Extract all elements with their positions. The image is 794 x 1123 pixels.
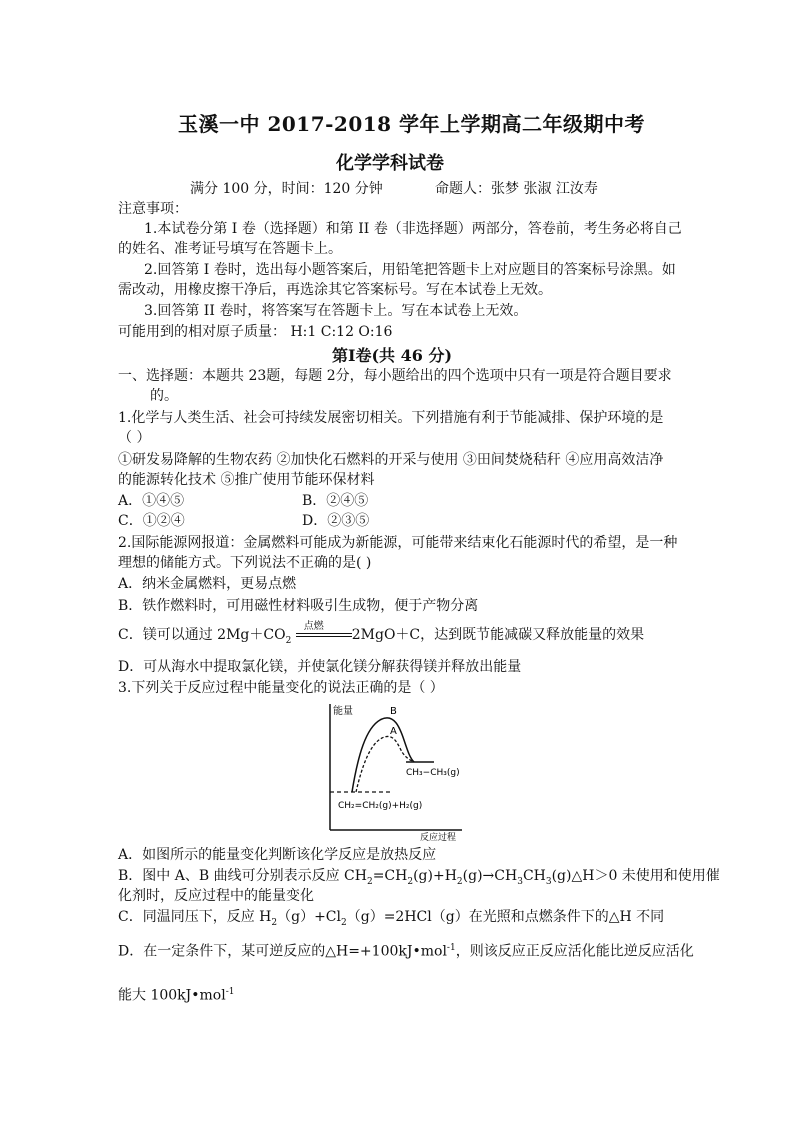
curve-b-label: B: [390, 706, 397, 717]
notice-item-1: 1.本试卷分第 I 卷（选择题）和第 II 卷（非选择题）两部分，答卷前，考生务必将自己: [144, 221, 682, 237]
section-intro: 一、选择题：本题共 23题，每题 2分，每小题给出的四个选项中只有一项是符合题目要求: [118, 368, 672, 384]
q1-option-c: C．①②④: [118, 513, 185, 529]
exam-subtitle: 化学学科试卷: [336, 153, 444, 174]
q3-option-d-cont: 能大 100kJ•mol$^{-1}$: [118, 987, 235, 1004]
q1-stem: 1.化学与人类生活、社会可持续发展密切相关。下列措施有利于节能减排、保护环境的是: [118, 410, 664, 426]
exam-meta-authors: 命题人：张梦 张淑 江汝寿: [435, 181, 598, 197]
q3-option-c: C．同温同压下，反应 $H_2(g)+Cl_2(g)=2HCl(g)$在光照和点燃条件下的△H 不同: [118, 909, 665, 928]
q2-option-d: D．可从海水中提取氯化镁，并使氯化镁分解获得镁并释放出能量: [118, 659, 522, 675]
q3-option-b: B．图中 A、B 曲线可分别表示反应 $CH_2=CH_2(g)+H_2(g)\to CH_3CH_3(g)\triangle H>0$ 未使用和使用催: [118, 868, 720, 887]
exam-title: 玉溪一中 2017-2018 学年上学期高二年级期中考: [178, 112, 646, 136]
x-axis-label: 反应过程: [420, 833, 457, 842]
q3-stem: 3.下列关于反应过程中能量变化的说法正确的是（ ）: [118, 680, 444, 696]
q2-option-c: [118, 621, 645, 651]
q3-option-a: A．如图所示的能量变化判断该化学反应是放热反应: [118, 847, 437, 863]
q1-stem-cont: （ ）: [118, 430, 151, 446]
notice-item-1-cont: 的姓名、准考证号填写在答题卡上。: [118, 241, 342, 257]
reactant-label: CH₂=CH₂(g)+H₂(g): [338, 801, 423, 811]
q2-option-b: B．铁作燃料时，可用磁性材料吸引生成物，便于产物分离: [118, 598, 479, 614]
q1-option-a: A．①④⑤: [118, 493, 185, 509]
q2-stem: 2.国际能源网报道：金属燃料可能成为新能源，可能带来结束化石能源时代的希望，是一种: [118, 535, 678, 551]
curve-b: [352, 718, 414, 792]
q1-option-d: D．②③⑤: [302, 513, 370, 529]
q2-option-c-text: C．镁可以通过 2Mg＋CO: [118, 627, 286, 643]
section-intro-cont: 的。: [150, 388, 178, 404]
q2-option-a: A．纳米金属燃料，更易点燃: [118, 576, 297, 592]
q3-option-b-cont: 化剂时，反应过程中的能量变化: [118, 888, 314, 904]
exam-meta-score-time: 满分 100 分，时间：120 分钟: [190, 181, 383, 197]
q2-option-c-rest: 2MgO＋C，达到既节能减碳又释放能量的效果: [351, 627, 645, 643]
q1-items-cont: 的能源转化技术 ⑤推广使用节能环保材料: [118, 472, 375, 488]
reaction-arrow: [296, 621, 352, 643]
notice-heading: 注意事项：: [118, 201, 188, 217]
y-axis-label: 能量: [333, 706, 353, 717]
q2-option-c-sub: 2: [285, 635, 292, 646]
product-label: CH₃−CH₃(g): [406, 768, 460, 778]
energy-diagram: [322, 700, 472, 842]
notice-item-2: 2.回答第 I 卷时，选出每小题答案后，用铅笔把答题卡上对应题目的答案标号涂黑。如: [144, 262, 676, 278]
q1-option-b: B．②④⑤: [302, 493, 369, 509]
section-title: 第Ⅰ卷(共 46 分): [332, 346, 453, 365]
reaction-condition: 点燃: [303, 621, 324, 632]
notice-item-2-cont: 需改动，用橡皮擦干净后，再选涂其它答案标号。写在本试卷上无效。: [118, 282, 552, 298]
q1-items: ①研发易降解的生物农药 ②加快化石燃料的开采与使用 ③田间焚烧秸秆 ④应用高效洁净: [118, 452, 664, 468]
notice-item-3: 3.回答第 II 卷时，将答案写在答题卡上。写在本试卷上无效。: [144, 303, 528, 319]
q3-option-d: D．在一定条件下，某可逆反应的△H=+100kJ•mol$^{-1}$，则该反应正反应活化能比逆反应活化: [118, 943, 694, 960]
q2-stem-cont: 理想的储能方式。下列说法不正确的是( ): [118, 555, 372, 571]
curve-a-label: A: [390, 726, 397, 737]
atomic-mass-line: 可能用到的相对原子质量： H:1 C:12 O:16: [118, 324, 393, 340]
